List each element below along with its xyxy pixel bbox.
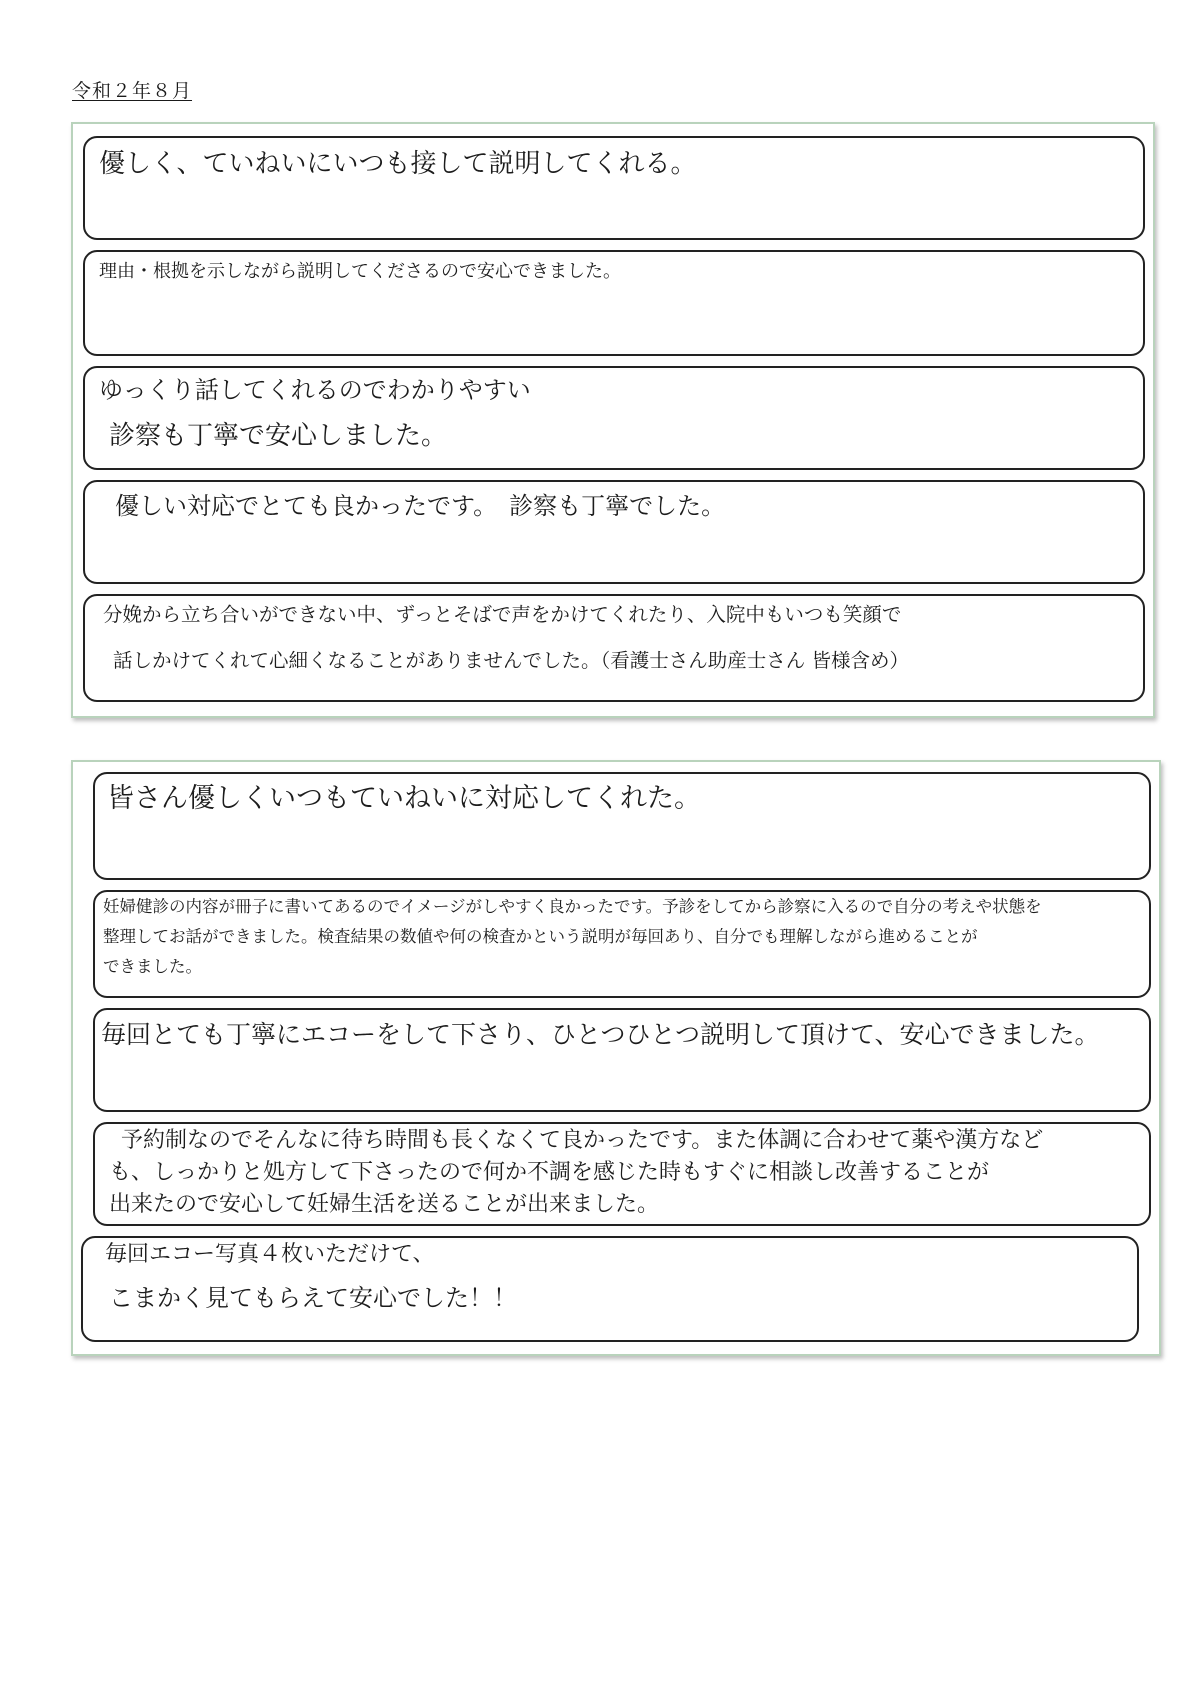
comment-box-5 [83, 594, 1145, 702]
comment-sheet-1 [71, 122, 1155, 718]
comment-box-10 [81, 1236, 1139, 1342]
comment-text: 分娩から立ち合いができない中、ずっとそばで声をかけてくれたり、入院中もいつも笑顔で [103, 603, 902, 626]
page-date: 令和２年８月 [72, 80, 193, 102]
comment-text: できました。 [103, 957, 202, 976]
comment-sheet-2 [71, 760, 1161, 1356]
comment-text: 毎回とても丁寧にエコーをして下さり、ひとつひとつ説明して頂けて、安心できました。 [101, 1020, 1100, 1049]
comment-text: 整理してお話ができました。検査結果の数値や何の検査かという説明が毎回あり、自分でも理解しながら進めることが [103, 927, 978, 946]
comment-text: こまかく見てもらえて安心でした！！ [109, 1284, 517, 1312]
comment-text: 皆さん優しくいつもていねいに対応してくれた。 [107, 783, 701, 814]
comment-box-1 [83, 136, 1145, 240]
comment-text: ゆっくり話してくれるのでわかりやすい [99, 376, 531, 404]
comment-text: 優しい対応でとても良かったです。 診察も丁寧でした。 [115, 492, 726, 520]
comment-text: 理由・根拠を示しながら説明してくださるので安心できました。 [99, 261, 621, 282]
comment-text: 出来たので安心して妊婦生活を送ることが出来ました。 [109, 1192, 660, 1217]
comment-box-3 [83, 366, 1145, 470]
comment-box-8 [93, 1008, 1151, 1112]
comment-text: 話しかけてくれて心細くなることがありませんでした。（看護士さん助産士さん 皆様含め） [113, 649, 909, 672]
comment-text: 予約制なのでそんなに待ち時間も長くなくて良かったです。また体調に合わせて薬や漢方など [121, 1128, 1044, 1153]
comment-text: 診察も丁寧で安心しました。 [109, 421, 448, 451]
comment-box-9 [93, 1122, 1151, 1226]
comment-box-2 [83, 250, 1145, 356]
comment-box-6 [93, 772, 1151, 880]
comment-text: 優しく、ていねいにいつも接して説明してくれる。 [99, 149, 697, 179]
comment-box-7 [93, 890, 1151, 998]
comment-text: も、しっかりと処方して下さったので何か不調を感じた時もすぐに相談し改善することが [109, 1160, 990, 1185]
comment-text: 毎回エコー写真４枚いただけて、 [105, 1242, 435, 1267]
comment-text: 妊婦健診の内容が冊子に書いてあるのでイメージがしやすく良かったです。予診をしてから診察に入るので自分の考えや状態を [103, 897, 1042, 916]
comment-box-4 [83, 480, 1145, 584]
